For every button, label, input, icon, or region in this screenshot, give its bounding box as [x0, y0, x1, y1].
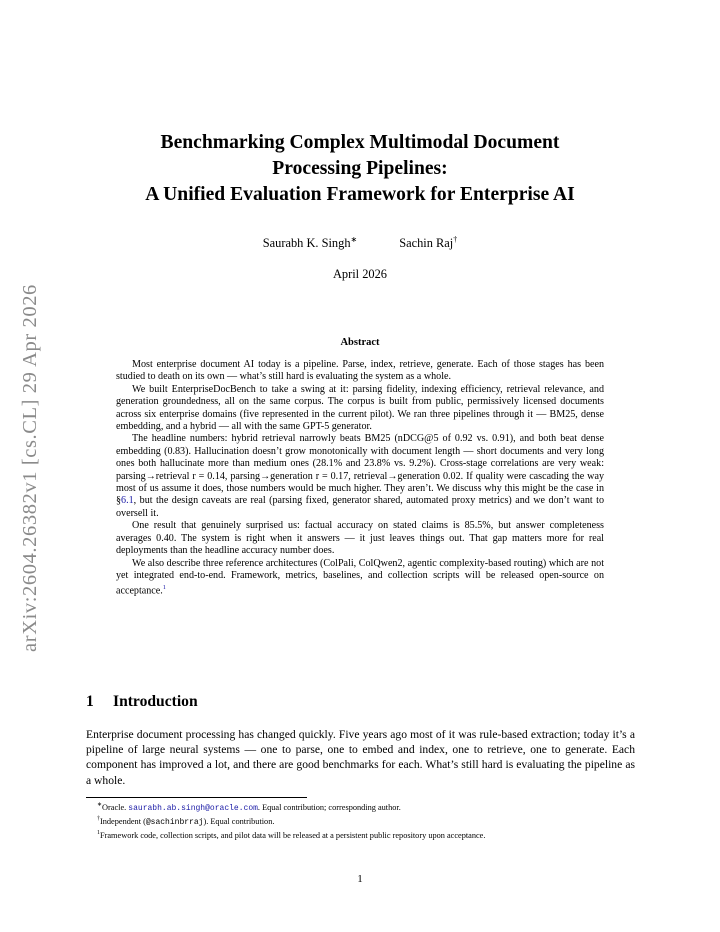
author-entry — [399, 232, 457, 251]
footnote-mark: 1 — [97, 830, 100, 837]
footnote — [97, 800, 657, 814]
email-link[interactable]: saurabh.ab.singh@oracle.com — [128, 803, 258, 813]
author-footnote-mark: † — [453, 235, 458, 244]
page-number: 1 — [357, 873, 363, 885]
abstract-heading: Abstract — [340, 337, 380, 348]
section-number: 1 — [86, 693, 94, 710]
abstract-paragraph: We built EnterpriseDocBench to take a swing at it: parsing fidelity, indexing efficiency, retrieval relevance, and generation groundedness, all on the same corpus. The corpus is built from public, permissively licensed documents across six enterprise domains (five represented in the current pilot). We ran three pipelines through it — BM25, dense embedding, and a hybrid — all with the same GPT-5 generator. — [116, 383, 604, 433]
footnote-text: Oracle. — [102, 802, 129, 812]
abstract-paragraph: One result that genuinely surprised us: factual accuracy on stated claims is 85.5%, but answer completeness averages 0.40. The system is right when it answers — it just leaves things out. That gap matters more for real deployments than the headline accuracy number does. — [116, 520, 604, 557]
footnote-text: Framework code, collection scripts, and pilot data will be released at a persistent public repository upon acceptance. — [100, 831, 486, 841]
footnote-text: ). Equal contribution. — [203, 816, 275, 826]
abstract-text: The headline numbers: hybrid retrieval narrowly beats BM25 (nDCG@5 of 0.92 vs. 0.91), and both beat dense embedding (0.83). Hallucination doesn’t grow monotonically with document length — short documents and very long ones both hallucinate more than medium ones (28.1% and 23.8% vs. 9.2%). Cross-stage correlations are very weak: parsing→retrieval r = 0.14, parsing→generation r = 0.17, retrieval→generation 0.02. If quality were cascading the way most of us assume it does, those numbers would be much higher. They aren’t. We discuss why this might be the case in § — [116, 433, 604, 507]
author-name: Sachin Raj — [399, 236, 454, 251]
abstract-body — [116, 359, 604, 598]
body-paragraph: Enterprise document processing has changed quickly. Five years ago most of it was rule-based extraction; today it’s a pipeline of large neural systems — one to parse, one to embed and index, one to retrieve, one to generate. Each component has improved a lot, and there are good benchmarks for each. What’s still hard is evaluating the pipeline as a whole. — [86, 728, 635, 787]
abstract-text: , but the design caveats are real (parsing fixed, generator shared, automated proxy metrics) and we don’t want to oversell it. — [116, 495, 604, 519]
social-handle: @sachinbrraj — [145, 817, 204, 827]
footnote-separator — [86, 797, 307, 798]
abstract-paragraph: Most enterprise document AI today is a pipeline. Parse, index, retrieve, generate. Each of those stages has been studied to death on its own — what’s still hard is evaluating the system as a whole. — [116, 359, 604, 383]
footnote — [97, 814, 657, 828]
section-heading — [86, 692, 198, 712]
footnote-text: Independent ( — [100, 816, 146, 826]
footnote-reference-link[interactable]: 1 — [162, 584, 167, 592]
arxiv-identifier-stamp: arXiv:2604.26382v1 [cs.CL] 29 Apr 2026 — [19, 284, 41, 652]
publication-date: April 2026 — [332, 267, 388, 281]
footnote-mark: ∗ — [97, 802, 103, 808]
title-line: Benchmarking Complex Multimodal Document — [160, 132, 560, 153]
footnotes — [97, 800, 657, 842]
title-line: Processing Pipelines: — [272, 158, 448, 179]
title-line: A Unified Evaluation Framework for Enterprise AI — [145, 184, 575, 205]
introduction-body — [86, 727, 635, 788]
author-footnote-mark: ∗ — [350, 235, 358, 244]
footnote-mark: † — [97, 816, 100, 823]
footnote — [97, 828, 657, 841]
abstract-paragraph — [116, 558, 604, 599]
author-name: Saurabh K. Singh — [262, 236, 351, 251]
abstract-paragraph — [116, 433, 604, 520]
author-list — [86, 232, 634, 251]
section-title: Introduction — [113, 693, 198, 710]
paper-title — [86, 130, 634, 208]
footnote-text: . Equal contribution; corresponding author. — [257, 802, 401, 812]
author-entry — [263, 232, 357, 251]
abstract-text: We also describe three reference architectures (ColPali, ColQwen2, agentic complexity-based routing) which are not yet integrated end-to-end. Framework, metrics, baselines, and collection scripts will be released open-source on acceptance. — [116, 557, 604, 597]
section-reference-link[interactable]: 6.1 — [121, 495, 134, 507]
